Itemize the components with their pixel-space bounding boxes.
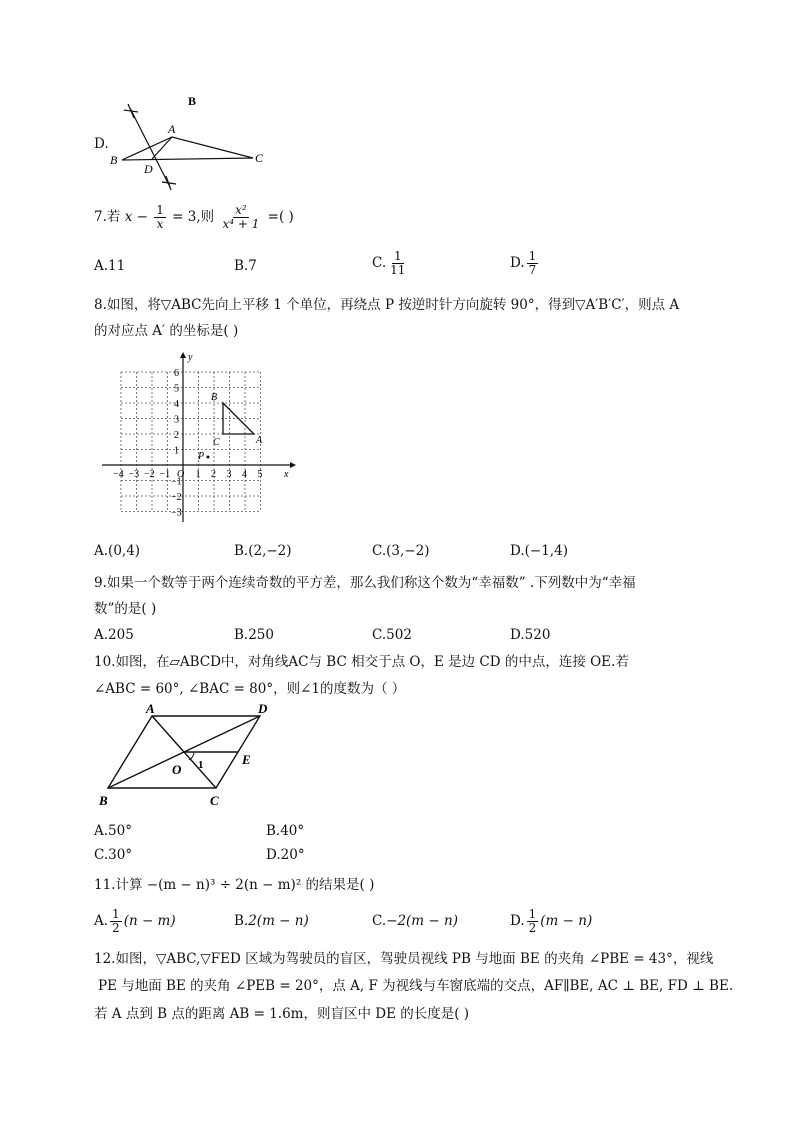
x-tick-label: −1: [159, 469, 171, 480]
q7-option-d: D. $\frac{1}{7}$: [510, 249, 537, 277]
q8-point-c: C: [213, 437, 220, 448]
q6-label-c: C: [255, 151, 264, 165]
q12-stem-line2: PE 与地面 BE 的夹角 ∠PEB = 20°，点 A, F 为视线与车窗底端的交点，AF∥BE, AC ⊥ BE, FD ⊥ BE.: [98, 978, 734, 994]
q6-label-b: B: [110, 153, 118, 167]
q8-point-p: P: [198, 451, 205, 462]
q9-option-d: D.520: [510, 627, 551, 643]
q10-option-b: B.40°: [266, 823, 305, 839]
y-tick-label: 4: [174, 399, 179, 410]
q12-stem-line1: 12.如图，▽ABC,▽FED 区域为驾驶员的盲区，驾驶员视线 PB 与地面 BE 的夹角 ∠PBE = 43°，视线: [94, 951, 714, 967]
q9-option-c: C.502: [372, 627, 412, 643]
q7-option-b: B.7: [234, 258, 257, 274]
q10-parallelogram-figure: [96, 704, 286, 810]
x-tick-label: 1: [195, 469, 201, 480]
q7-fraction-2: $\frac{\text{x²}}{\text{x⁴ + 1}}$: [222, 203, 260, 231]
q8-option-d: D.(−1,4): [510, 543, 568, 559]
q9-stem-line2: 数”的是( ): [94, 601, 157, 617]
q9-option-a: A.205: [94, 627, 134, 643]
q6-label-d: D: [144, 162, 153, 176]
q9-stem-line1: 9.如果一个数等于两个连续奇数的平方差，那么我们称这个数为“幸福数” .下列数中为“幸福: [94, 575, 636, 591]
q8-origin-label: O: [177, 469, 185, 480]
q8-option-c: C.(3,−2): [372, 543, 430, 559]
y-tick-label: −1: [171, 476, 182, 488]
q8-y-axis-label: y: [188, 352, 193, 363]
y-tick-label: −2: [171, 492, 182, 503]
q8-point-a: A: [256, 435, 263, 446]
q10-option-c: C.30°: [94, 847, 133, 863]
q10-label-o: O: [172, 762, 182, 777]
q10-stem-line2: ∠ABC = 60°, ∠BAC = 80°，则∠1的度数为（ ）: [94, 681, 406, 697]
y-tick-label: 1: [174, 445, 179, 457]
x-tick-label: −3: [128, 469, 140, 480]
q11-option-c: C.−2(m − n): [372, 913, 458, 929]
q6-construction-figure: [108, 90, 278, 195]
q10-angle-1-label: 1: [198, 759, 204, 771]
q10-label-b: B: [99, 793, 108, 808]
q8-stem-line1: 8.如图，将▽ABC先向上平移 1 个单位，再绕点 P 按逆时针方向旋转 90°，得到▽A′B′C′，则点 A: [94, 297, 680, 313]
q8-stem-line2: 的对应点 A′ 的坐标是( ): [94, 323, 239, 339]
q10-label-d: D: [258, 704, 268, 716]
q7-option-c: C. $\frac{1}{11}$: [372, 249, 406, 277]
q10-label-c: C: [210, 793, 219, 808]
x-tick-label: −4: [113, 469, 124, 480]
x-tick-label: −2: [144, 469, 155, 480]
q8-option-a: A.(0,4): [94, 543, 141, 559]
q10-stem-line1: 10.如图，在▱ABCD中，对角线AC与 BC 相交于点 O，E 是边 CD 的中点，连接 OE.若: [94, 654, 629, 670]
x-tick-label: 5: [257, 469, 263, 480]
y-tick-label: −3: [171, 507, 182, 519]
q6-label-a: A: [168, 122, 176, 136]
x-tick-label: 4: [242, 469, 247, 480]
q11-stem: 11.计算 −(m − n)³ ÷ 2(n − m)² 的结果是( ): [94, 877, 375, 893]
q11-option-a: A. $\frac{1}{2}$ (n − m): [94, 907, 176, 935]
q10-option-a: A.50°: [94, 823, 132, 839]
q10-label-e: E: [242, 752, 251, 767]
x-tick-label: 3: [226, 469, 232, 480]
q9-option-b: B.250: [234, 627, 274, 643]
q6-label-top: B: [188, 94, 197, 108]
q10-option-d: D.20°: [266, 847, 305, 863]
q6-option-d-label: D.: [94, 136, 109, 152]
x-tick-label: 2: [211, 469, 216, 480]
y-tick-label: 6: [174, 368, 179, 379]
q8-coordinate-grid: [98, 350, 298, 528]
q11-option-b: B.2(m − n): [234, 913, 309, 929]
q7-option-a: A.11: [94, 258, 126, 274]
q7-stem: 7.若 x − $\frac{1}{x}$ = 3,则 $\frac{\text{x²}}{\text{x⁴ + 1}}$ =( ): [94, 203, 294, 231]
y-tick-label: 2: [174, 430, 179, 441]
y-tick-label: 5: [174, 383, 179, 395]
q11-option-d: D. $\frac{1}{2}$ (m − n): [510, 907, 593, 935]
q8-option-b: B.(2,−2): [234, 543, 292, 559]
q8-x-axis-label: x: [284, 469, 289, 480]
q10-label-a: A: [146, 704, 155, 716]
q7-fraction-1: $\frac{1}{x}$: [156, 203, 164, 231]
q12-stem-line3: 若 A 点到 B 点的距离 AB = 1.6m，则盲区中 DE 的长度是( ): [94, 1006, 470, 1022]
y-tick-label: 3: [174, 414, 179, 426]
q8-point-b: B: [211, 392, 218, 403]
